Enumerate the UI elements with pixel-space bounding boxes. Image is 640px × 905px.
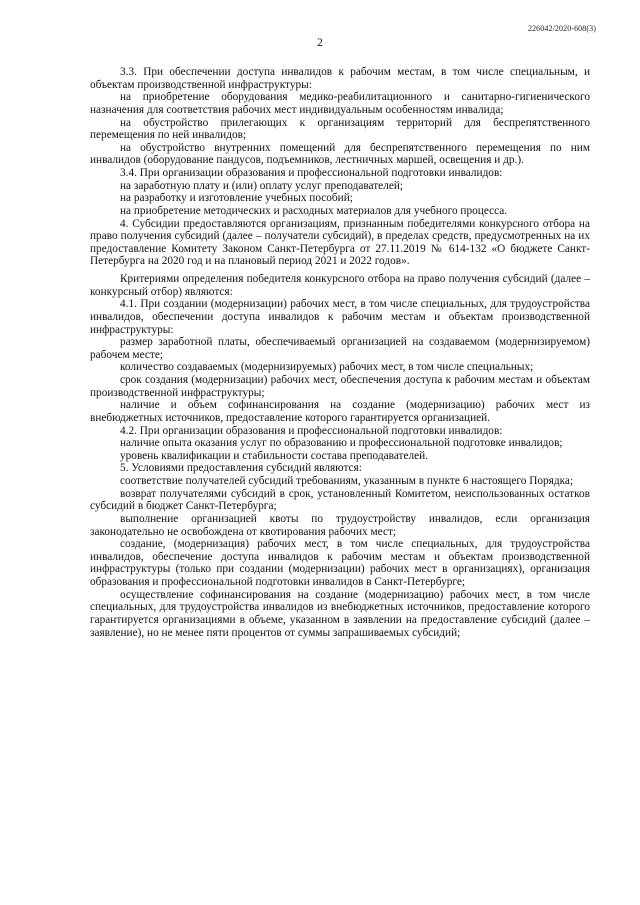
paragraph: 3.3. При обеспечении доступа инвалидов к рабочим местам, в том числе специальным, и объектам производственной инфраструктуры: <box>90 66 590 91</box>
paragraph: на заработную плату и (или) оплату услуг преподавателей; <box>120 179 404 192</box>
paragraph: создание, (модернизация) рабочих мест, в том числе специальных, для трудоустройства инвалидов, обеспечение доступа инвалидов к рабочим местам и объектам производственной инфраструктуры (только при создании (модернизации) рабочих мест в организациях), организация образования и профессиональной подготовки инвалидов в Санкт-Петербурге; <box>90 538 590 588</box>
paragraph: на приобретение методических и расходных материалов для учебного процесса. <box>120 204 508 217</box>
paragraph: 4. Субсидии предоставляются организациям, признанным победителями конкурсного отбора на право получения субсидий (далее – получатели субсидий), в пределах средств, предусмотренных на их предоставление Комитету Законом Санкт-Петербурга от 27.11.2019 № 614-132 «О бюджете Санкт-Петербурга на 2020 год и на плановый период 2021 и 2022 годов». <box>90 217 590 268</box>
paragraph: размер заработной платы, обеспечиваемый организацией на создаваемом (модернизируемом) рабочем месте; <box>90 336 590 361</box>
paragraph: уровень квалификации и стабильности состава преподавателей. <box>120 449 429 462</box>
paragraph: возврат получателями субсидий в срок, установленный Комитетом, неиспользованных остатков субсидий в бюджет Санкт-Петербурга; <box>90 487 590 513</box>
document-body <box>90 66 590 639</box>
paragraph: количество создаваемых (модернизируемых) рабочих мест, в том числе специальных; <box>120 361 534 374</box>
paragraph: на приобретение оборудования медико-реабилитационного и санитарно-гигиенического назначения для соответствия рабочих мест индивидуальным особенностям инвалида; <box>90 91 590 116</box>
paragraph: на обустройство прилегающих к организациям территорий для беспрепятственного перемещения по ней инвалидов; <box>90 116 590 142</box>
paragraph: на разработку и изготовление учебных пособий; <box>120 192 353 205</box>
paragraph: 4.2. При организации образования и профессиональной подготовки инвалидов: <box>120 424 503 437</box>
paragraph: осуществление софинансирования на создание (модернизацию) рабочих мест, в том числе специальных, для трудоустройства инвалидов из внебюджетных источников, предоставление которого гарантируется организациями в объеме, указанном в заявлении на предоставление субсидий (далее – заявление), но не менее пяти процентов от суммы запрашиваемых субсидий; <box>90 588 590 639</box>
paragraph: 5. Условиями предоставления субсидий являются: <box>120 462 362 475</box>
paragraph: 4.1. При создании (модернизации) рабочих мест, в том числе специальных, для трудоустройства инвалидов, обеспечении доступа инвалидов к рабочим местам и объектам производственной инфраструктуры: <box>90 298 590 336</box>
paragraph: наличие и объем софинансирования на создание (модернизацию) рабочих мест из внебюджетных источников, предоставление которого гарантируется организацией. <box>90 399 590 424</box>
page-number: 2 <box>317 37 323 49</box>
paragraph: наличие опыта оказания услуг по образованию и профессиональной подготовке инвалидов; <box>120 437 563 450</box>
document-id: 226042/2020-608(3) <box>527 24 596 33</box>
paragraph: соответствие получателей субсидий требованиям, указанным в пункте 6 настоящего Порядка; <box>120 475 574 487</box>
paragraph: Критериями определения победителя конкурсного отбора на право получения субсидий (далее – конкурсный отбор) являются: <box>90 273 590 298</box>
paragraph: срок создания (модернизации) рабочих мест, обеспечения доступа к рабочим местам и объектам производственной инфраструктуры; <box>90 374 590 399</box>
paragraph: 3.4. При организации образования и профессиональной подготовки инвалидов: <box>120 167 503 179</box>
paragraph: на обустройство внутренних помещений для беспрепятственного перемещения по ним инвалидов (оборудование пандусов, подъемников, лестничных маршей, освещения и др.). <box>90 141 590 167</box>
paragraph: выполнение организацией квоты по трудоустройству инвалидов, если организация законодательно не освобождена от квотирования рабочих мест; <box>90 512 590 538</box>
